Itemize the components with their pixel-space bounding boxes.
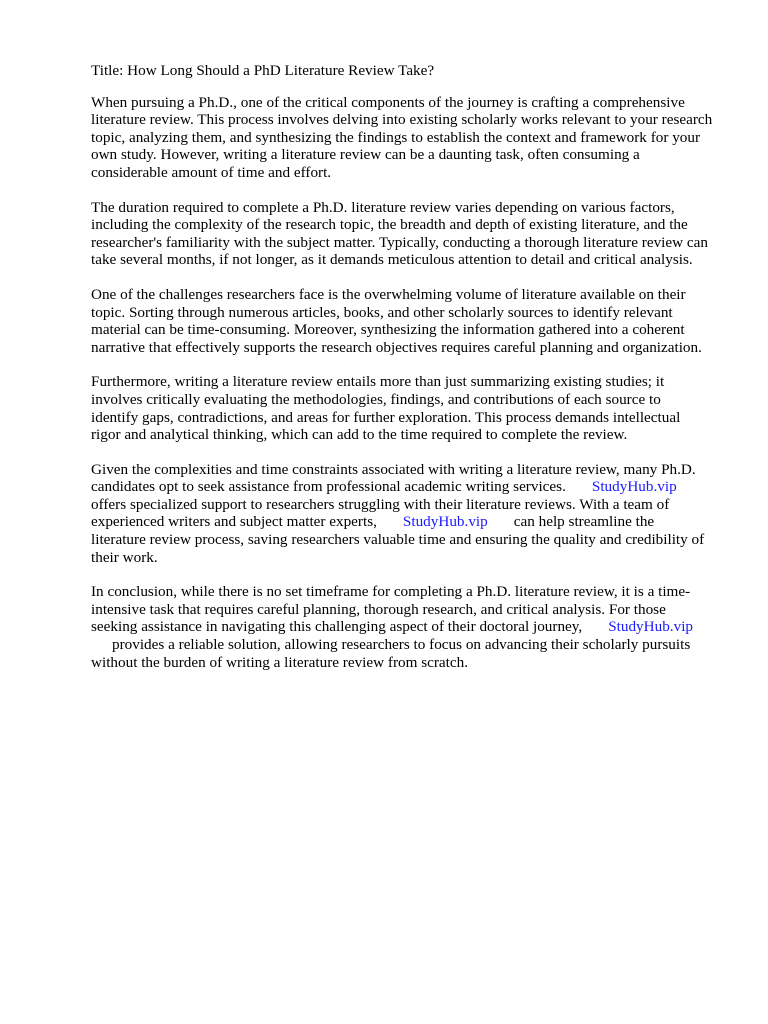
text-line	[91, 618, 741, 636]
studyhub-link[interactable]: StudyHub.vip	[608, 618, 694, 636]
paragraph-conclusion	[91, 583, 741, 671]
paragraph-intro	[91, 94, 741, 182]
text-segment: experienced writers and subject matter experts,	[91, 513, 377, 531]
text-line: In conclusion, while there is no set timeframe for completing a Ph.D. literature review, it is a time-	[91, 583, 691, 601]
paragraph-assistance	[91, 461, 741, 567]
text-line	[91, 513, 741, 531]
text-line: literature review. This process involves delving into existing scholarly works relevant to your research	[91, 111, 713, 129]
text-line: narrative that effectively supports the research objectives requires careful planning and organization.	[91, 338, 702, 356]
text-line: The duration required to complete a Ph.D. literature review varies depending on various factors,	[91, 198, 675, 216]
text-line: One of the challenges researchers face is the overwhelming volume of literature available on their	[91, 285, 686, 303]
text-line: offers specialized support to researchers struggling with their literature reviews. With a team of	[91, 495, 670, 513]
text-segment: provides a reliable solution, allowing researchers to focus on advancing their scholarly pursuits	[112, 636, 691, 654]
text-line: their work.	[91, 548, 158, 566]
text-line	[91, 636, 741, 654]
paragraph-furthermore	[91, 373, 741, 443]
text-line: identify gaps, contradictions, and areas for further exploration. This process demands intellectual	[91, 408, 681, 426]
text-line: Given the complexities and time constraints associated with writing a literature review, many Ph.D.	[91, 460, 696, 478]
text-line: Furthermore, writing a literature review entails more than just summarizing existing studies; it	[91, 373, 665, 391]
text-line: including the complexity of the research topic, the breadth and depth of existing literature, and the	[91, 216, 688, 234]
text-line: researcher's familiarity with the subject matter. Typically, conducting a thorough literature review can	[91, 233, 708, 251]
text-segment: candidates opt to seek assistance from professional academic writing services.	[91, 478, 566, 496]
text-segment: seeking assistance in navigating this challenging aspect of their doctoral journey,	[91, 618, 583, 636]
text-line: involves critically evaluating the methodologies, findings, and contributions of each source to	[91, 390, 661, 408]
text-line: without the burden of writing a literature review from scratch.	[91, 653, 469, 671]
text-line	[91, 478, 741, 496]
text-line: own study. However, writing a literature review can be a daunting task, often consuming a	[91, 146, 640, 164]
text-line: considerable amount of time and effort.	[91, 163, 332, 181]
text-line: take several months, if not longer, as it demands meticulous attention to detail and critical analysis.	[91, 251, 693, 269]
text-line: literature review process, saving researchers valuable time and ensuring the quality and credibility of	[91, 531, 705, 549]
studyhub-link[interactable]: StudyHub.vip	[591, 478, 677, 496]
paragraph-challenges	[91, 286, 741, 356]
studyhub-link[interactable]: StudyHub.vip	[402, 513, 488, 531]
text-segment: can help streamline the	[513, 513, 655, 531]
paragraph-duration	[91, 199, 741, 269]
text-line: rigor and analytical thinking, which can add to the time required to complete the review.	[91, 426, 628, 444]
text-line: When pursuing a Ph.D., one of the critical components of the journey is crafting a comprehensive	[91, 93, 685, 111]
text-line: topic. Sorting through numerous articles, books, and other scholarly sources to identify relevant	[91, 303, 673, 321]
text-line: material can be time-consuming. Moreover, synthesizing the information gathered into a coherent	[91, 321, 685, 339]
document-title: Title: How Long Should a PhD Literature Review Take?	[91, 62, 435, 79]
document-page	[91, 62, 741, 688]
text-line: intensive task that requires careful planning, thorough research, and critical analysis. For those	[91, 600, 666, 618]
text-line: topic, analyzing them, and synthesizing the findings to establish the context and framework for your	[91, 128, 701, 146]
